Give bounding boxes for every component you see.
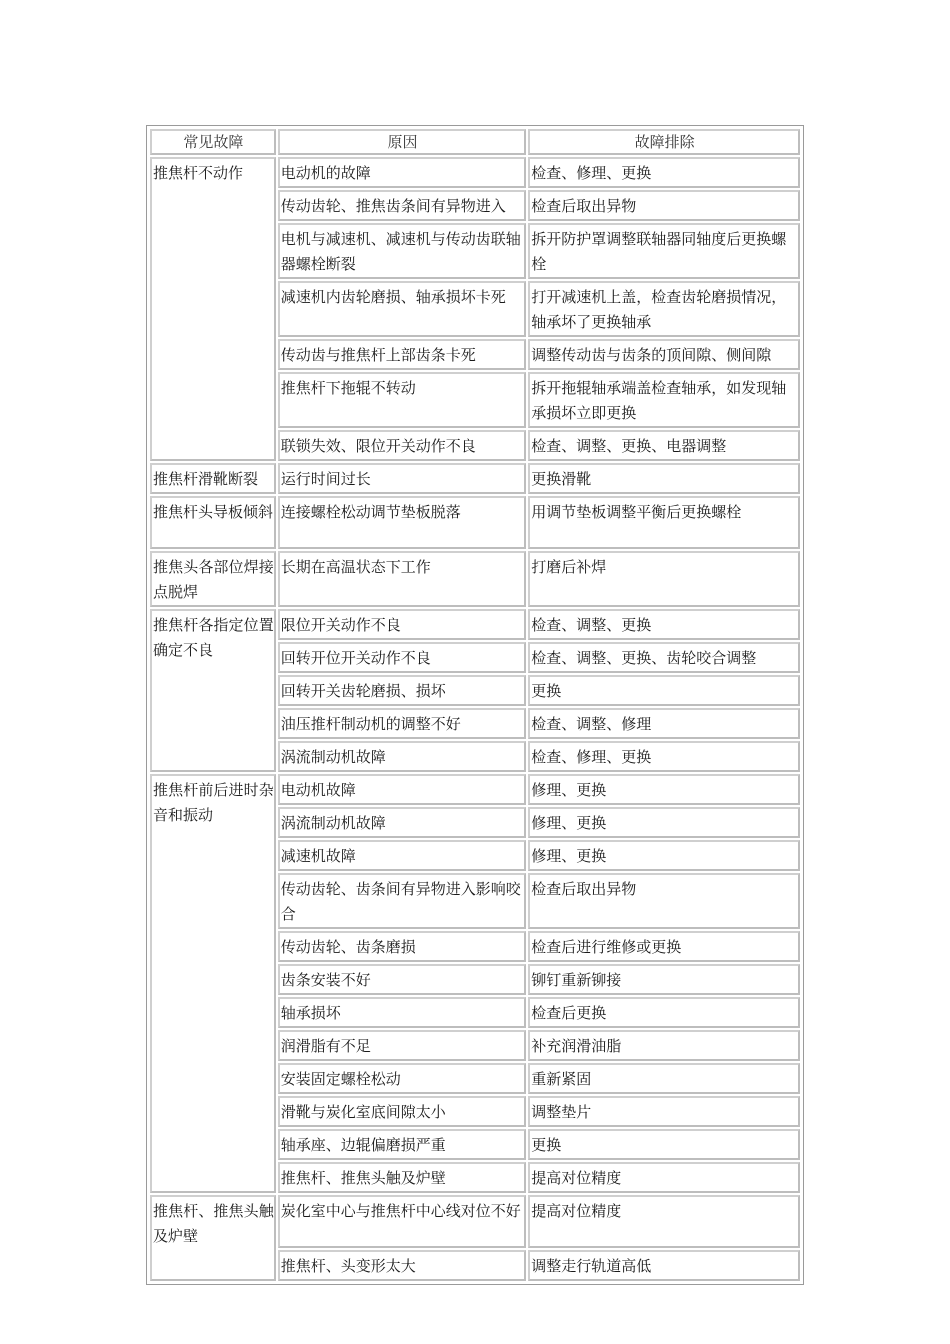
cause-cell: 减速机故障 xyxy=(278,840,527,871)
fault-cell: 推焦杆各指定位置确定不良 xyxy=(150,609,276,772)
cause-cell: 润滑脂有不足 xyxy=(278,1030,527,1061)
remedy-cell: 打开减速机上盖，检查齿轮磨损情况，轴承坏了更换轴承 xyxy=(528,281,800,337)
cause-cell: 轴承损坏 xyxy=(278,997,527,1028)
cause-cell: 回转开关齿轮磨损、损坏 xyxy=(278,675,527,706)
cause-cell: 联锁失效、限位开关动作不良 xyxy=(278,430,527,461)
remedy-cell: 用调节垫板调整平衡后更换螺栓 xyxy=(528,496,800,549)
table-row xyxy=(150,609,800,640)
cause-cell: 轴承座、边辊偏磨损严重 xyxy=(278,1129,527,1160)
remedy-cell: 提高对位精度 xyxy=(528,1162,800,1193)
cause-cell: 电机与减速机、减速机与传动齿联轴器螺栓断裂 xyxy=(278,223,527,279)
cause-cell: 油压推杆制动机的调整不好 xyxy=(278,708,527,739)
remedy-cell: 检查、修理、更换 xyxy=(528,157,800,188)
fault-cell: 推焦杆、推焦头触及炉壁 xyxy=(150,1195,276,1281)
remedy-cell: 打磨后补焊 xyxy=(528,551,800,607)
table-row xyxy=(150,463,800,494)
cause-cell: 限位开关动作不良 xyxy=(278,609,527,640)
table-row xyxy=(150,496,800,549)
table-row xyxy=(150,157,800,188)
table-row xyxy=(150,1195,800,1248)
fault-cell: 推焦杆不动作 xyxy=(150,157,276,461)
remedy-cell: 检查、调整、更换、电器调整 xyxy=(528,430,800,461)
cause-cell: 电动机的故障 xyxy=(278,157,527,188)
remedy-cell: 拆开拖辊轴承端盖检查轴承，如发现轴承损坏立即更换 xyxy=(528,372,800,428)
header-row xyxy=(150,129,800,155)
fault-cell: 推焦杆头导板倾斜 xyxy=(150,496,276,549)
remedy-cell: 调整传动齿与齿条的顶间隙、侧间隙 xyxy=(528,339,800,370)
cause-cell: 减速机内齿轮磨损、轴承损坏卡死 xyxy=(278,281,527,337)
cause-cell: 连接螺栓松动调节垫板脱落 xyxy=(278,496,527,549)
remedy-cell: 修理、更换 xyxy=(528,774,800,805)
remedy-cell: 修理、更换 xyxy=(528,840,800,871)
remedy-cell: 检查、调整、更换、齿轮咬合调整 xyxy=(528,642,800,673)
cause-cell: 传动齿轮、齿条磨损 xyxy=(278,931,527,962)
cause-cell: 传动齿与推焦杆上部齿条卡死 xyxy=(278,339,527,370)
cause-cell: 齿条安装不好 xyxy=(278,964,527,995)
remedy-cell: 更换 xyxy=(528,1129,800,1160)
header-cause: 原因 xyxy=(278,129,527,155)
remedy-cell: 检查、调整、修理 xyxy=(528,708,800,739)
fault-cell: 推焦头各部位焊接点脱焊 xyxy=(150,551,276,607)
remedy-cell: 提高对位精度 xyxy=(528,1195,800,1248)
cause-cell: 推焦杆、推焦头触及炉壁 xyxy=(278,1162,527,1193)
remedy-cell: 更换 xyxy=(528,675,800,706)
cause-cell: 电动机故障 xyxy=(278,774,527,805)
remedy-cell: 补充润滑油脂 xyxy=(528,1030,800,1061)
cause-cell: 传动齿轮、推焦齿条间有异物进入 xyxy=(278,190,527,221)
header-fault: 常见故障 xyxy=(150,129,276,155)
fault-cell: 推焦杆滑靴断裂 xyxy=(150,463,276,494)
table-row xyxy=(150,774,800,805)
cause-cell: 推焦杆、头变形太大 xyxy=(278,1250,527,1281)
cause-cell: 长期在高温状态下工作 xyxy=(278,551,527,607)
cause-cell: 涡流制动机故障 xyxy=(278,807,527,838)
cause-cell: 安装固定螺栓松动 xyxy=(278,1063,527,1094)
table-body xyxy=(150,157,800,1281)
header-remedy: 故障排除 xyxy=(528,129,800,155)
remedy-cell: 检查、修理、更换 xyxy=(528,741,800,772)
remedy-cell: 检查后更换 xyxy=(528,997,800,1028)
fault-cell: 推焦杆前后进时杂音和振动 xyxy=(150,774,276,1193)
cause-cell: 传动齿轮、齿条间有异物进入影响咬合 xyxy=(278,873,527,929)
remedy-cell: 检查后取出异物 xyxy=(528,190,800,221)
remedy-cell: 修理、更换 xyxy=(528,807,800,838)
remedy-cell: 拆开防护罩调整联轴器同轴度后更换螺栓 xyxy=(528,223,800,279)
cause-cell: 涡流制动机故障 xyxy=(278,741,527,772)
remedy-cell: 铆钉重新铆接 xyxy=(528,964,800,995)
cause-cell: 推焦杆下拖辊不转动 xyxy=(278,372,527,428)
remedy-cell: 检查、调整、更换 xyxy=(528,609,800,640)
remedy-cell: 检查后进行维修或更换 xyxy=(528,931,800,962)
cause-cell: 运行时间过长 xyxy=(278,463,527,494)
remedy-cell: 调整垫片 xyxy=(528,1096,800,1127)
remedy-cell: 更换滑靴 xyxy=(528,463,800,494)
remedy-cell: 重新紧固 xyxy=(528,1063,800,1094)
fault-table xyxy=(148,127,802,1283)
cause-cell: 滑靴与炭化室底间隙太小 xyxy=(278,1096,527,1127)
remedy-cell: 调整走行轨道高低 xyxy=(528,1250,800,1281)
cause-cell: 炭化室中心与推焦杆中心线对位不好 xyxy=(278,1195,527,1248)
remedy-cell: 检查后取出异物 xyxy=(528,873,800,929)
cause-cell: 回转开位开关动作不良 xyxy=(278,642,527,673)
table-row xyxy=(150,551,800,607)
fault-table-frame xyxy=(146,125,804,1285)
